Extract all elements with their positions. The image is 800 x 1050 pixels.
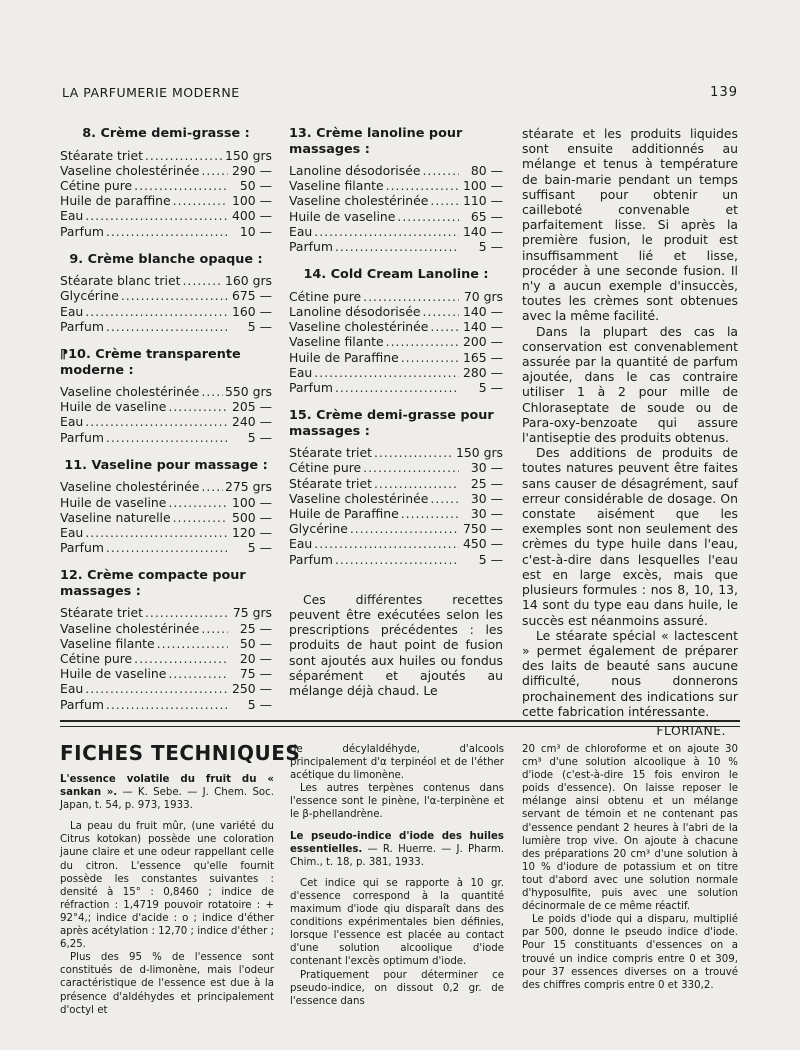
fiches-title: FICHES TECHNIQUES [60,741,301,765]
ingredient-row [60,319,272,334]
ingredient-quantity: 150 grs [455,445,503,461]
ingredient-row [289,552,503,567]
ingredient-row [289,334,503,349]
recipe-title [60,252,272,268]
ingredient-row [289,319,503,334]
recipe-title [60,126,272,142]
ingredient-name: Huile de vaseline [289,208,396,224]
leader-dots [106,430,228,445]
ingredient-quantity: 160 grs [224,273,272,289]
ingredient-row [289,224,503,239]
ingredient-row [60,273,272,288]
leader-dots [430,193,459,208]
ingredient-name: Glycérine [289,521,348,537]
ingredient-row [60,510,272,525]
recipe-name: Crème demi-grasse pour massages : [289,408,494,439]
ingredient-name: Lanoline désodorisée [289,303,421,319]
article-1-reference: — K. Sebe. — J. Chem. Soc. Japan, t. 54, p. 973, 1933. [60,787,275,812]
ingredient-row [289,178,503,193]
leader-dots [85,208,228,223]
recipe-14 [289,267,503,395]
recipe-title [289,408,503,439]
leader-dots [201,163,228,178]
article-2-paragraph-3: Le poids d'iode qui a disparu, multiplié par 500, donne le pseudo indice d'iode. Pour 15 constituants d'essences on a trouvé un indice compris entre 0 et 309, pour 37 essences diverses on a trouvé des chiffres compris entre 0 et 330,2. [522,914,738,991]
ingredient-quantity: 25 — [239,620,272,636]
leader-dots [168,495,228,510]
leader-dots [401,506,459,521]
ingredient-row [60,288,272,303]
fiches-column-1 [60,773,274,1017]
ingredient-name: Vaseline naturelle [60,509,171,525]
ingredient-row [60,208,272,223]
ingredient-quantity: 290 — [232,162,272,178]
margin-mark: ⁋ [60,347,69,363]
paragraph-3: Des additions de produits de toutes natures peuvent être faites sans causer de désagrément, sauf erreur considérable de dosage. On constate aisément que les exemples sont non seulement des crèmes du type huile dans l'eau, c'est-à-dire dans lesquelles l'eau est en large excès, mais que plusieurs formules : nos 8, 10, 13, 14 sont du type eau dans huile, le succès est néanmoins assuré. [522,445,738,628]
leader-dots [106,224,228,239]
ingredient-row [60,224,272,239]
section-rule-top [60,720,740,722]
leader-dots [374,476,459,491]
ingredient-name: Eau [60,414,84,430]
ingredient-quantity: 50 — [239,635,272,651]
ingredient-quantity: 65 — [470,208,503,224]
signature: FLORIANE. [656,722,726,738]
leader-dots [386,334,459,349]
ingredient-name: Huile de Paraffine [289,505,399,521]
leader-dots [85,304,228,319]
ingredient-row [60,304,272,319]
recipe-number: 11. [64,457,87,473]
recipe-title [289,267,503,283]
ingredient-name: Vaseline cholestérinée [60,620,200,636]
recipe-name: Vaseline pour massage : [91,457,268,473]
ingredient-quantity: 75 grs [232,605,272,621]
recipe-8 [60,126,272,239]
ingredient-name: Huile de vaseline [60,494,167,510]
ingredient-row [60,430,272,445]
leader-dots [314,536,459,551]
leader-dots [145,148,223,163]
ingredient-row [60,605,272,620]
article-2-continued: 20 cm³ de chloroforme et on ajoute 30 cm³ d'une solution alcoolique à 10 % d'iode (c'est-à-dire 15 fois environ le poids d'essence). On laisse reposer le mélange ainsi obtenu et un mélange servant de témoin et ne contenant pas d'essence pendant 2 heures à l'abri de la lumière trop vive. On ajoute à chacune des préparations 20 cm³ d'une solution à 10 % d'iodure de potassium et on titre tout d'abord avec une solution normale d'hyposulfite, puis avec une solution décinormale de ce même réactif. [522,744,738,913]
recipe-12 [60,568,272,711]
leader-dots [201,384,223,399]
recipe-10 [60,347,272,445]
ingredient-row [289,163,503,178]
leader-dots [173,193,228,208]
ingredient-row [289,536,503,551]
ingredient-quantity: 5 — [478,551,503,567]
ingredient-quantity: 240 — [232,414,272,430]
ingredient-row [289,445,503,460]
leader-dots [173,510,228,525]
ingredient-name: Parfum [60,318,104,334]
ingredient-quantity: 5 — [247,696,272,712]
ingredient-name: Parfum [289,379,333,395]
article-1-paragraph-3: Les autres terpènes contenus dans l'essence sont le pinène, l'α-terpinène et le β-phellandrène. [290,783,504,821]
leader-dots [134,178,228,193]
ingredient-name: Glycérine [60,288,119,304]
ingredient-quantity: 100 — [232,494,272,510]
recipe-name: Crème compacte pour massages : [60,568,246,599]
recipe-name: Crème transparente moderne : [60,347,241,378]
ingredient-name: Vaseline cholestérinée [60,384,200,400]
fiches-column-2 [290,743,504,1008]
ingredient-row [289,491,503,506]
leader-dots [145,605,228,620]
recipe-title [60,568,272,599]
article-2-heading [290,830,504,869]
ingredient-quantity: 275 grs [224,479,272,495]
ingredient-name: Stéarate triet [289,445,372,461]
recipe-number: 8. [82,126,96,141]
leader-dots [168,399,228,414]
page-number: 139 [710,85,738,100]
ingredient-row [60,148,272,163]
ingredient-quantity: 250 — [232,681,272,697]
leader-dots [430,319,459,334]
ingredient-quantity: 70 grs [463,288,503,304]
ingredient-row [289,350,503,365]
article-1-title: L'essence volatile du fruit du « sankan ». [60,774,274,799]
ingredient-row [60,193,272,208]
ingredient-row [289,365,503,380]
ingredient-row [60,636,272,651]
column-3 [522,126,738,738]
ingredient-name: Vaseline filante [289,334,384,350]
recipes-note: Ces différentes recettes peuvent être exécutées selon les prescriptions précédentes : les produits de haut point de fusion sont ajoutés aux huiles ou fondus séparément et ajoutés au mélange déjà chaud. Le [289,591,503,698]
leader-dots [182,273,223,288]
leader-dots [374,445,454,460]
recipe-title [60,347,272,378]
leader-dots [335,380,459,395]
ingredient-quantity: 5 — [478,239,503,255]
ingredient-quantity: 400 — [232,208,272,224]
leader-dots [335,239,459,254]
leader-dots [85,414,228,429]
ingredient-name: Huile de paraffine [60,193,171,209]
leader-dots [363,289,459,304]
leader-dots [201,479,223,494]
leader-dots [397,209,459,224]
article-1-paragraph-2: Plus des 95 % de l'essence sont constitués de d-limonène, mais l'odeur caractéristique de l'essence est due à la présence d'aldéhydes et principalement d'octyl et [60,952,274,1016]
recipe-13 [289,126,503,254]
ingredient-name: Parfum [60,429,104,445]
ingredient-quantity: 160 — [232,303,272,319]
ingredient-quantity: 120 — [232,524,272,540]
ingredient-row [289,209,503,224]
ingredient-quantity: 5 — [247,429,272,445]
ingredient-name: Eau [289,536,313,552]
column-2 [289,126,503,698]
recipe-number: 15. [289,408,312,424]
article-1-heading [60,773,274,812]
fiches-column-3 [522,743,738,992]
ingredient-row [289,476,503,491]
ingredient-quantity: 50 — [239,177,272,193]
ingredient-row [289,193,503,208]
ingredient-row [289,304,503,319]
ingredient-row [60,384,272,399]
ingredient-row [60,525,272,540]
ingredient-quantity: 450 — [463,536,503,552]
paragraph-4: Le stéarate spécial « lactescent » permet également de préparer des laits de beauté sans aucune difficulté, nous donnerons prochainement des indications sur cette fabrication intéressante. [522,627,738,719]
ingredient-name: Vaseline filante [60,635,155,651]
article-2-paragraph-2: Pratiquement pour déterminer ce pseudo-indice, on dissout 0,2 gr. de l'essence dans [290,969,504,1007]
leader-dots [201,621,228,636]
ingredient-name: Parfum [60,696,104,712]
ingredient-name: Stéarate blanc triet [60,273,181,289]
ingredient-row [60,163,272,178]
ingredient-row [60,495,272,510]
leader-dots [363,460,459,475]
ingredient-name: Parfum [60,223,104,239]
ingredient-quantity: 20 — [239,650,272,666]
section-rule-bottom [60,726,740,727]
ingredient-name: Parfum [289,551,333,567]
ingredient-row [60,651,272,666]
article-1-paragraph-1: La peau du fruit mûr, (une variété du Citrus kotokan) possède une coloration jaune claire et une odeur rappellant celle du citron. L'essence qu'elle fournit possède les constantes suivantes : densité à 15° : 0,8460 ; indice de réfraction : 1,4719 pouvoir rotatoire : + 92°4,; indice d'acide : o ; indice d'éther après acétylation : 12,70 ; indice d'éther ; 6,25. [60,821,274,951]
ingredient-row [60,621,272,636]
leader-dots [422,304,459,319]
recipe-number: 9. [69,251,84,267]
recipe-name: Crème blanche opaque : [87,251,263,267]
leader-dots [134,651,228,666]
ingredient-quantity: 200 — [463,334,503,350]
ingredient-name: Eau [60,303,84,319]
column-1 [60,126,272,725]
leader-dots [335,552,459,567]
ingredient-name: Cétine pure [289,460,362,476]
ingredient-quantity: 5 — [247,540,272,556]
ingredient-name: Lanoline désodorisée [289,163,421,178]
ingredient-name: Vaseline cholestérinée [60,162,200,178]
leader-dots [106,540,228,555]
ingredient-name: Stéarate triet [60,147,143,163]
recipe-11 [60,458,272,556]
ingredient-quantity: 140 — [463,303,503,319]
ingredient-name: Cétine pure [289,288,362,304]
leader-dots [401,350,459,365]
ingredient-quantity: 205 — [232,399,272,415]
ingredient-name: Eau [289,223,313,239]
ingredient-name: Eau [289,364,313,380]
ingredient-quantity: 5 — [247,318,272,334]
ingredient-row [289,506,503,521]
ingredient-name: Eau [60,681,84,697]
ingredient-quantity: 140 — [463,319,503,335]
ingredient-row [60,681,272,696]
leader-dots [430,491,459,506]
ingredient-row [289,380,503,395]
ingredient-quantity: 675 — [232,288,272,304]
ingredient-name: Vaseline cholestérinée [289,193,429,209]
ingredient-quantity: 30 — [470,460,503,476]
article-2-title: Le pseudo-indice d'iode des huiles essentielles. [290,830,504,855]
ingredient-quantity: 10 — [239,223,272,239]
leader-dots [168,666,228,681]
ingredient-name: Vaseline cholestérinée [289,319,429,335]
ingredient-quantity: 5 — [478,379,503,395]
paragraph-2: Dans la plupart des cas la conservation est convenablement assurée par la quantité de parfum ajoutée, dans le cas contraire utiliser 1 à 2 pour mille de Chloraseptate de soude ou de Para-oxy-benzoate qui assure l'antiseptie des produits obtenus. [522,323,738,446]
ingredient-quantity: 100 — [463,178,503,194]
ingredient-name: Vaseline cholestérinée [289,490,429,506]
leader-dots [85,525,228,540]
ingredient-row [60,399,272,414]
recipe-name: Crème lanoline pour massages : [289,126,463,157]
ingredient-name: Huile de vaseline [60,399,167,415]
paragraph-1: stéarate et les produits liquides sont ensuite additionnés au mélange et tenus à température de bain-marie pendant un temps suffisant pour obtenir un cailleboté convenable et parfaitement lisse. Si après la première fusion, le produit est insuffisamment lié et lisse, procéder à une seconde fusion. Il n'y a aucun exemple d'insuccès, toutes les crèmes sont obtenues avec la même facilité. [522,126,738,324]
ingredient-quantity: 25 — [470,475,503,491]
ingredient-row [289,239,503,254]
ingredient-row [289,289,503,304]
leader-dots [314,224,459,239]
recipe-number: 14. [303,267,327,283]
ingredient-name: Huile de Paraffine [289,349,399,365]
recipe-title [60,458,272,474]
ingredient-name: Stéarate triet [289,475,372,491]
ingredient-quantity: 280 — [463,364,503,380]
ingredient-name: Cétine pure [60,177,133,193]
leader-dots [106,319,228,334]
leader-dots [121,288,228,303]
recipe-15 [289,408,503,567]
ingredient-name: Stéarate triet [60,605,143,621]
ingredient-row [60,666,272,681]
leader-dots [314,365,459,380]
recipe-number: 12. [60,568,83,584]
leader-dots [157,636,228,651]
leader-dots [422,163,459,178]
ingredient-quantity: 100 — [232,193,272,209]
ingredient-quantity: 150 grs [224,147,272,163]
ingredient-quantity: 140 — [463,223,503,239]
leader-dots [85,681,228,696]
journal-title: LA PARFUMERIE MODERNE [62,85,240,100]
recipe-name: Crème demi-grasse : [100,126,250,141]
ingredient-quantity: 110 — [463,193,503,209]
ingredient-name: Eau [60,524,84,540]
leader-dots [386,178,459,193]
ingredient-name: Huile de vaseline [60,666,167,682]
ingredient-name: Vaseline filante [289,178,384,194]
ingredient-row [289,521,503,536]
recipe-number: 13. [289,126,312,141]
ingredient-quantity: 75 — [239,666,272,682]
ingredient-name: Eau [60,208,84,224]
ingredient-quantity: 165 — [463,349,503,365]
ingredient-quantity: 750 — [463,521,503,537]
ingredient-quantity: 550 grs [224,384,272,400]
ingredient-quantity: 30 — [470,490,503,506]
ingredient-quantity: 80 — [470,163,503,178]
ingredient-name: Parfum [289,239,333,255]
recipe-number: 10. [68,347,91,363]
ingredient-name: Parfum [60,540,104,556]
ingredient-row [60,697,272,712]
ingredient-row [60,178,272,193]
ingredient-row [60,414,272,429]
article-1-continued: de décylaldéhyde, d'alcools principalement d'α terpinéol et de l'éther acétique du limonène. [290,744,504,782]
ingredient-quantity: 30 — [470,505,503,521]
ingredient-row [289,460,503,475]
article-2-reference: — R. Huerre. — J. Pharm. Chim., t. 18, p. 381, 1933. [290,843,504,868]
ingredient-row [60,479,272,494]
article-2-paragraph-1: Cet indice qui se rapporte à 10 gr. d'essence correspond à la quantité maximum d'iode qiu disparaît dans des conditions expérimentales bien définies, lorsque l'essence est placée au contact d'une solution alcoolique d'iode contenant l'excès optimum d'iode. [290,877,504,968]
recipe-title [289,126,503,157]
recipe-name: Cold Cream Lanoline : [330,267,489,283]
ingredient-quantity: 500 — [232,509,272,525]
recipe-9 [60,252,272,334]
leader-dots [350,521,459,536]
ingredient-name: Cétine pure [60,650,133,666]
ingredient-name: Vaseline cholestérinée [60,479,200,495]
leader-dots [106,697,228,712]
ingredient-row [60,540,272,555]
